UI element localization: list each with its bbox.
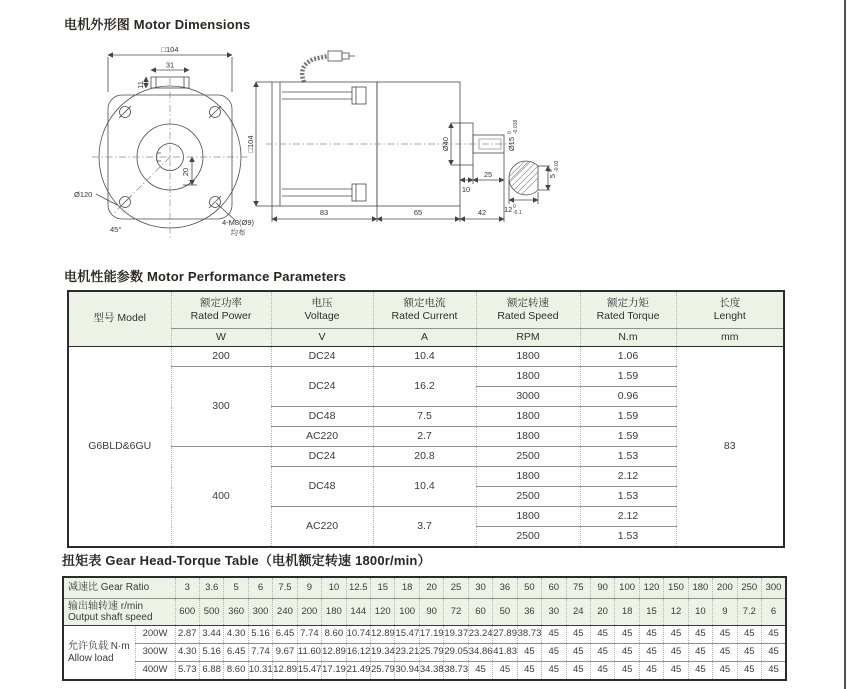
torque-speed-value: 240 [273, 599, 297, 626]
torque-ratio-value: 9 [297, 577, 321, 599]
torque-load-value: 12.89 [273, 662, 297, 681]
perf-length-cell: 83 [676, 347, 784, 548]
perf-header-unit-0: W [171, 329, 271, 347]
torque-watt-label: 400W [135, 662, 175, 681]
torque-load-value: 19.34 [371, 644, 395, 662]
perf-header-col-3 [476, 291, 580, 329]
shaft-section-drawing [492, 126, 602, 221]
perf-voltage-cell: DC24 [271, 347, 373, 367]
torque-speed-value: 300 [248, 599, 272, 626]
perf-current-cell: 3.7 [373, 507, 476, 548]
perf-torque-cell: 1.53 [580, 527, 676, 548]
torque-load-value: 45 [615, 644, 639, 662]
torque-load-label-en: Allow load [68, 652, 114, 664]
torque-load-value: 45 [688, 644, 712, 662]
torque-load-value: 6.45 [273, 626, 297, 644]
torque-load-value: 21.49 [346, 662, 370, 681]
torque-load-value: 8.60 [322, 626, 346, 644]
torque-load-value: 6.45 [224, 644, 248, 662]
torque-ratio-value: 25 [444, 577, 468, 599]
perf-header-units-row [68, 329, 784, 347]
section-dim-12: 12 [504, 205, 513, 214]
torque-speed-value: 24 [566, 599, 590, 626]
torque-ratio-label: 减速比 Gear Ratio [63, 577, 175, 599]
torque-load-value: 45 [639, 644, 663, 662]
torque-load-value: 45 [713, 626, 737, 644]
torque-speed-value: 36 [517, 599, 541, 626]
side-dim-dia15: Ø15 [507, 136, 516, 152]
perf-header-col-1 [271, 291, 373, 329]
torque-ratio-row [63, 577, 786, 599]
torque-load-value: 45 [688, 662, 712, 681]
torque-speed-value: 7.2 [737, 599, 761, 626]
perf-power-cell: 200 [171, 347, 271, 367]
perf-current-cell: 10.4 [373, 467, 476, 507]
perf-header-en: Rated Power [190, 310, 252, 322]
torque-load-row [63, 626, 786, 644]
perf-header-col-0 [171, 291, 271, 329]
perf-speed-cell: 1800 [476, 507, 580, 527]
torque-speed-value: 120 [371, 599, 395, 626]
torque-load-value: 45 [664, 662, 688, 681]
torque-ratio-value: 30 [468, 577, 492, 599]
perf-header-unit-5: mm [676, 329, 784, 347]
torque-load-value: 12.89 [371, 626, 395, 644]
gear-head-torque-table [62, 576, 787, 681]
torque-load-value: 45 [713, 662, 737, 681]
front-dim-dia120: Ø120 [74, 190, 93, 199]
torque-load-value: 45 [517, 644, 541, 662]
side-dim-dia15-tol-top: 0 [507, 131, 513, 134]
torque-ratio-value: 300 [762, 577, 786, 599]
front-dim-holes-note: 均布 [230, 228, 246, 237]
front-dim-holes: 4-M8(Ø9) [221, 218, 255, 227]
perf-row [68, 347, 784, 367]
torque-ratio-value: 50 [517, 577, 541, 599]
torque-ratio-value: 15 [371, 577, 395, 599]
torque-speed-value: 10 [688, 599, 712, 626]
torque-ratio-value: 250 [737, 577, 761, 599]
perf-torque-cell: 1.06 [580, 347, 676, 367]
torque-load-value: 9.67 [273, 644, 297, 662]
torque-load-value: 45 [590, 644, 614, 662]
torque-load-value: 45 [590, 626, 614, 644]
torque-ratio-value: 60 [542, 577, 566, 599]
perf-header-col-4 [580, 291, 676, 329]
torque-load-value: 15.47 [395, 626, 419, 644]
perf-header-unit-4: N.m [580, 329, 676, 347]
perf-speed-cell: 2500 [476, 447, 580, 467]
motor-side-view-drawing [242, 42, 527, 247]
torque-watt-label: 300W [135, 644, 175, 662]
performance-parameters-title: 电机性能参数 Motor Performance Parameters [64, 269, 347, 284]
perf-speed-cell: 1800 [476, 407, 580, 427]
front-dim-20: 20 [181, 167, 190, 177]
torque-load-value: 16.12 [346, 644, 370, 662]
front-dim-104: □104 [161, 45, 179, 54]
perf-speed-cell: 1800 [476, 467, 580, 487]
perf-header-cn: 长度 [719, 296, 741, 309]
torque-load-value: 45 [639, 626, 663, 644]
torque-speed-value: 72 [444, 599, 468, 626]
front-dim-11: 11 [136, 81, 145, 89]
perf-power-cell: 400 [171, 447, 271, 548]
torque-load-value: 25.79 [371, 662, 395, 681]
perf-voltage-cell: AC220 [271, 507, 373, 548]
torque-ratio-value: 7.5 [273, 577, 297, 599]
perf-header-en: Rated Current [391, 310, 458, 322]
perf-torque-cell: 1.53 [580, 447, 676, 467]
torque-load-value: 17.19 [322, 662, 346, 681]
torque-ratio-value: 120 [639, 577, 663, 599]
side-dim-dia40: Ø40 [441, 136, 450, 152]
torque-load-value: 45 [468, 662, 492, 681]
torque-load-value: 45 [664, 626, 688, 644]
perf-current-cell: 10.4 [373, 347, 476, 367]
perf-torque-cell: 1.59 [580, 427, 676, 447]
torque-speed-label-en: Output shaft speed [68, 612, 153, 623]
perf-torque-cell: 2.12 [580, 507, 676, 527]
torque-speed-value: 100 [395, 599, 419, 626]
torque-load-value: 45 [737, 626, 761, 644]
torque-speed-value: 50 [493, 599, 517, 626]
torque-load-value: 45 [590, 662, 614, 681]
torque-speed-value: 180 [322, 599, 346, 626]
torque-load-value: 10.74 [346, 626, 370, 644]
perf-speed-cell: 1800 [476, 367, 580, 387]
perf-current-cell: 2.7 [373, 427, 476, 447]
torque-load-value: 25.79 [419, 644, 443, 662]
side-dim-dia15-tol-bot: -0.018 [513, 119, 519, 134]
torque-load-value: 27.89 [493, 626, 517, 644]
perf-torque-cell: 2.12 [580, 467, 676, 487]
section-dim-12-tol-top: 0 [513, 204, 516, 210]
torque-table-title: 扭矩表 Gear Head-Torque Table（电机额定转速 1800r/min） [62, 553, 431, 568]
torque-speed-row [63, 599, 786, 626]
torque-speed-value: 500 [199, 599, 223, 626]
torque-load-value: 45 [566, 644, 590, 662]
torque-load-value: 12.89 [322, 644, 346, 662]
torque-load-value: 7.74 [248, 644, 272, 662]
side-dim-42: 42 [477, 208, 487, 217]
torque-load-value: 5.16 [199, 644, 223, 662]
torque-load-value: 19.37 [444, 626, 468, 644]
torque-load-value: 2.87 [175, 626, 199, 644]
torque-load-value: 8.60 [224, 662, 248, 681]
torque-ratio-value: 36 [493, 577, 517, 599]
performance-table-body [68, 347, 784, 548]
perf-header-unit-2: A [373, 329, 476, 347]
torque-ratio-value: 20 [419, 577, 443, 599]
torque-load-value: 41.83 [493, 644, 517, 662]
torque-load-value: 34.38 [419, 662, 443, 681]
torque-load-value: 45 [762, 662, 786, 681]
perf-header-en: Voltage [304, 310, 340, 322]
perf-header-names-row [68, 291, 784, 329]
torque-ratio-value: 180 [688, 577, 712, 599]
perf-torque-cell: 1.59 [580, 367, 676, 387]
perf-torque-cell: 1.53 [580, 487, 676, 507]
perf-current-cell: 7.5 [373, 407, 476, 427]
perf-header-en: Rated Torque [596, 310, 660, 322]
torque-ratio-value: 90 [590, 577, 614, 599]
torque-speed-label [63, 599, 175, 626]
torque-load-value: 7.74 [297, 626, 321, 644]
torque-speed-value: 90 [419, 599, 443, 626]
torque-speed-value: 600 [175, 599, 199, 626]
perf-header-unit-3: RPM [476, 329, 580, 347]
front-dim-31: 31 [165, 60, 175, 70]
torque-load-value: 15.47 [297, 662, 321, 681]
torque-ratio-value: 3.6 [199, 577, 223, 599]
torque-speed-value: 12 [664, 599, 688, 626]
torque-load-value: 45 [493, 662, 517, 681]
torque-ratio-value: 12.5 [346, 577, 370, 599]
torque-load-value: 23.24 [468, 626, 492, 644]
torque-speed-value: 15 [639, 599, 663, 626]
torque-load-value: 4.30 [175, 644, 199, 662]
torque-speed-value: 18 [615, 599, 639, 626]
front-dim-45deg: 45° [110, 225, 122, 234]
perf-speed-cell: 2500 [476, 527, 580, 548]
side-dim-104: □104 [246, 135, 255, 153]
torque-load-value: 17.19 [419, 626, 443, 644]
perf-torque-cell: 1.59 [580, 407, 676, 427]
torque-load-value: 45 [542, 644, 566, 662]
side-dim-10: 10 [461, 185, 471, 194]
torque-watt-label: 200W [135, 626, 175, 644]
torque-load-value: 34.86 [468, 644, 492, 662]
torque-load-value: 45 [566, 662, 590, 681]
torque-ratio-value: 5 [224, 577, 248, 599]
motor-dimension-drawings [0, 40, 847, 260]
perf-header-unit-1: V [271, 329, 373, 347]
torque-load-value: 5.73 [175, 662, 199, 681]
torque-load-value: 4.30 [224, 626, 248, 644]
page-edge-line [844, 0, 846, 689]
torque-ratio-value: 75 [566, 577, 590, 599]
torque-speed-value: 30 [542, 599, 566, 626]
torque-speed-value: 360 [224, 599, 248, 626]
perf-speed-cell: 3000 [476, 387, 580, 407]
torque-load-value: 45 [664, 644, 688, 662]
side-dim-83: 83 [319, 208, 329, 217]
torque-load-value: 30.94 [395, 662, 419, 681]
side-dim-25: 25 [483, 170, 493, 179]
torque-ratio-value: 200 [713, 577, 737, 599]
torque-load-value: 45 [615, 626, 639, 644]
torque-ratio-value: 6 [248, 577, 272, 599]
torque-load-value: 45 [713, 644, 737, 662]
torque-load-value: 6.88 [199, 662, 223, 681]
torque-speed-label-cn: 输出轴转速 r/min [68, 600, 143, 612]
perf-header-cn: 额定功率 [200, 296, 242, 309]
perf-voltage-cell: DC48 [271, 407, 373, 427]
perf-voltage-cell: DC48 [271, 467, 373, 507]
perf-header-en: Rated Speed [497, 310, 559, 322]
perf-header-col-5 [676, 291, 784, 329]
motor-performance-table [67, 290, 785, 548]
torque-load-value: 45 [639, 662, 663, 681]
torque-load-value: 38.73 [517, 626, 541, 644]
torque-speed-value: 144 [346, 599, 370, 626]
side-dim-65: 65 [413, 208, 423, 217]
torque-speed-value: 9 [713, 599, 737, 626]
torque-speed-value: 200 [297, 599, 321, 626]
torque-load-value: 45 [517, 662, 541, 681]
perf-speed-cell: 1800 [476, 347, 580, 367]
torque-load-value: 45 [737, 644, 761, 662]
performance-table-header [68, 291, 784, 347]
perf-header-col-2 [373, 291, 476, 329]
torque-load-label [63, 626, 135, 681]
perf-current-cell: 20.8 [373, 447, 476, 467]
torque-load-value: 45 [542, 662, 566, 681]
torque-speed-value: 20 [590, 599, 614, 626]
torque-speed-value: 6 [762, 599, 786, 626]
torque-load-value: 45 [542, 626, 566, 644]
section-dim-12-tol-bot: -0.1 [513, 210, 522, 216]
perf-speed-cell: 2500 [476, 487, 580, 507]
torque-load-value: 45 [688, 626, 712, 644]
torque-ratio-value: 3 [175, 577, 199, 599]
torque-table-body [63, 577, 786, 680]
torque-load-value: 45 [762, 626, 786, 644]
torque-load-row [63, 644, 786, 662]
torque-load-value: 45 [566, 626, 590, 644]
perf-voltage-cell: AC220 [271, 427, 373, 447]
torque-load-value: 45 [615, 662, 639, 681]
perf-current-cell: 16.2 [373, 367, 476, 407]
torque-load-value: 29.05 [444, 644, 468, 662]
section-dim-5-tol-top: 0 [548, 169, 554, 172]
torque-ratio-value: 150 [664, 577, 688, 599]
motor-dimensions-title: 电机外形图 Motor Dimensions [64, 17, 251, 32]
torque-ratio-value: 10 [322, 577, 346, 599]
perf-voltage-cell: DC24 [271, 367, 373, 407]
torque-load-value: 45 [737, 662, 761, 681]
perf-header-cn: 额定电流 [403, 296, 446, 309]
perf-voltage-cell: DC24 [271, 447, 373, 467]
perf-speed-cell: 1800 [476, 427, 580, 447]
torque-load-value: 23.21 [395, 644, 419, 662]
torque-load-value: 11.60 [297, 644, 321, 662]
torque-load-label-cn: 允许负载 N·m [68, 641, 130, 652]
perf-header-model: 型号 Model [68, 291, 171, 347]
section-dim-5-tol-bot: -0.03 [554, 160, 560, 172]
torque-load-value: 10.31 [248, 662, 272, 681]
torque-speed-value: 60 [468, 599, 492, 626]
torque-ratio-value: 100 [615, 577, 639, 599]
perf-header-cn: 电压 [311, 296, 333, 309]
torque-load-value: 3.44 [199, 626, 223, 644]
torque-ratio-value: 18 [395, 577, 419, 599]
perf-torque-cell: 0.96 [580, 387, 676, 407]
perf-header-cn: 额定转速 [507, 296, 549, 309]
section-dim-5: 5 [548, 173, 557, 179]
torque-load-row [63, 662, 786, 681]
perf-header-en: Lenght [713, 310, 746, 322]
torque-load-value: 38.73 [444, 662, 468, 681]
torque-load-value: 5.16 [248, 626, 272, 644]
torque-load-value: 45 [762, 644, 786, 662]
perf-model-cell: G6BLD&6GU [68, 347, 171, 548]
perf-power-cell: 300 [171, 367, 271, 447]
perf-header-cn: 额定力矩 [607, 296, 649, 309]
